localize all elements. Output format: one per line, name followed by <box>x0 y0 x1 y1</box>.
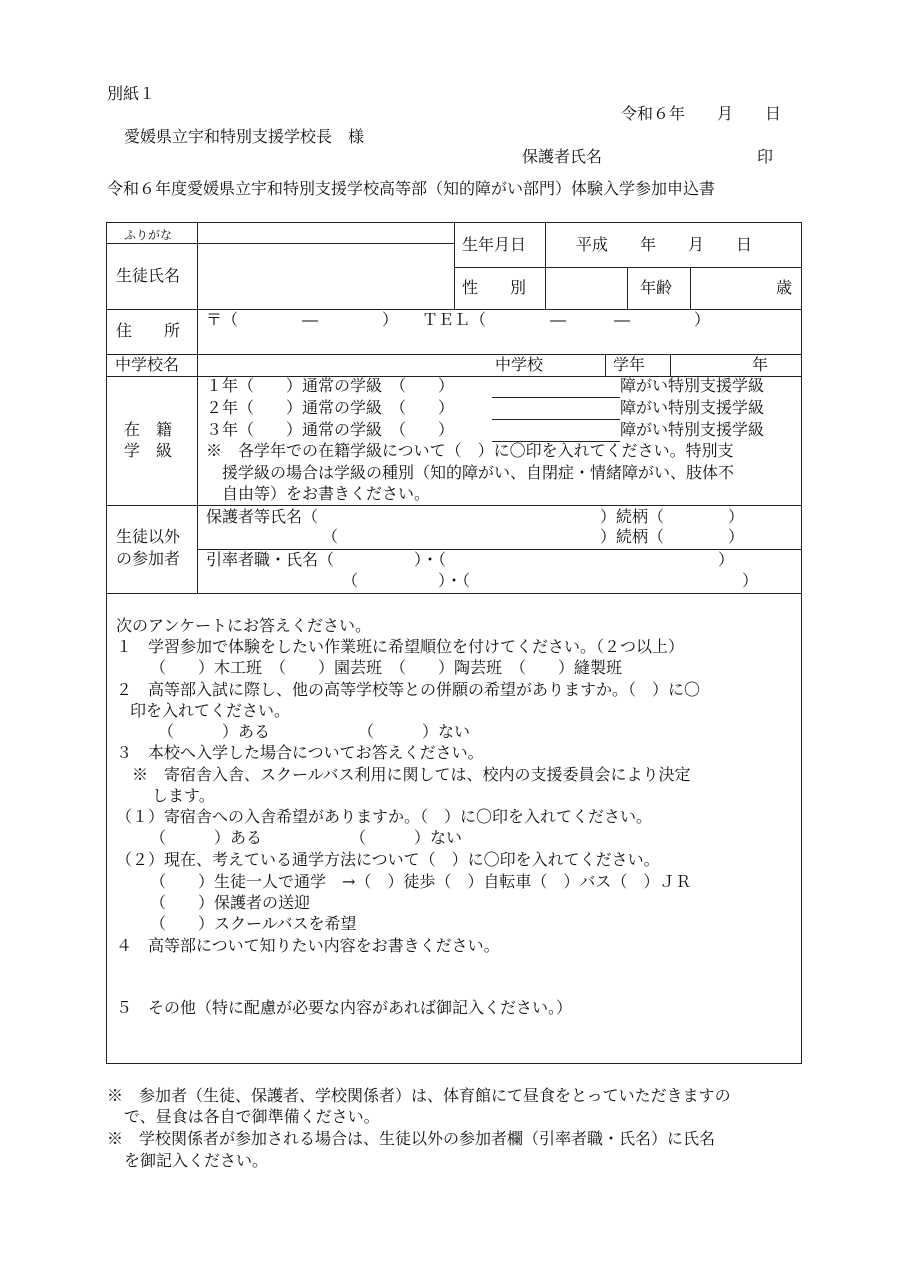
enroll-note-line: 自由等）をお書きください。 <box>222 484 431 503</box>
enroll-label-1: 在 籍 <box>124 420 173 439</box>
jhs-label: 中学校名 <box>115 355 180 374</box>
age-label: 年齢 <box>640 278 673 297</box>
survey-intro: 次のアンケートにお答えください。 <box>116 616 372 635</box>
attachment-label: 別紙１ <box>107 84 156 103</box>
survey-q2-options: （ ）ある （ ）ない <box>158 722 471 741</box>
teacher-row-1: 引率者職・氏名（ ）・（ ） <box>206 550 735 569</box>
enroll-note-line: ※ 各学年での在籍学級について（ ）に〇印を入れてください。特別支 <box>206 441 734 460</box>
survey-q1-options: （ ）木工班 （ ）園芸班 （ ）陶芸班 （ ）縫製班 <box>150 658 623 677</box>
addressee: 愛媛県立宇和特別支援学校長 様 <box>124 127 365 146</box>
document-title: 令和６年度愛媛県立宇和特別支援学校高等部（知的障がい部門）体験入学参加申込書 <box>107 179 716 198</box>
sex-label: 性 別 <box>462 278 527 297</box>
address-field: 〒（ ― ） ＴＥＬ（ ― ― ） <box>206 310 711 329</box>
guardian-relation-1: ）続柄（ ） <box>600 507 745 526</box>
enroll-note-line: 援学級の場合は学級の種別（知的障がい、自閉症・情緒障がい、肢体不 <box>222 463 735 482</box>
jhs-suffix: 中学校 <box>495 355 544 374</box>
student-name-label: 生徒氏名 <box>116 266 181 285</box>
footnote-line: を御記入ください。 <box>124 1151 269 1170</box>
furigana-label: ふりがな <box>124 228 173 242</box>
grade-2-row: ２年（ ）通常の学級 （ ） <box>206 398 455 417</box>
grade-label: 学年 <box>613 355 646 374</box>
survey-q3-note: ※ 寄宿舎入舎、スクールバス利用に関しては、校内の支援委員会により決定 <box>132 765 691 784</box>
survey-q3: ３ 本校へ入学した場合についてお答えください。 <box>116 743 484 762</box>
grade-3-row: ３年（ ）通常の学級 （ ） <box>206 420 455 439</box>
guardian-name-label: 保護者氏名 <box>522 147 603 166</box>
survey-q3-2-option: （ ）生徒一人で通学 →（ ）徒歩（ ）自転車（ ）バス（ ）ＪＲ <box>150 872 692 891</box>
others-label-2: の参加者 <box>116 549 181 568</box>
survey-q3-note-cont: します。 <box>152 786 215 805</box>
age-unit: 歳 <box>776 278 793 297</box>
grade-1-special: 障がい特別支援学級 <box>620 376 765 395</box>
grade-3-special: 障がい特別支援学級 <box>620 420 765 439</box>
survey-q1: １ 学習参加で体験をしたい作業班に希望順位を付けてください。（２つ以上） <box>116 637 685 656</box>
survey-q3-2: （２）現在、考えている通学方法について（ ）に〇印を入れてください。 <box>116 850 660 869</box>
address-label: 住 所 <box>116 321 181 340</box>
survey-q2: ２ 高等部入試に際し、他の高等学校等との併願の希望がありますか。（ ）に〇 <box>116 680 701 699</box>
survey-q3-1: （１）寄宿舎への入舎希望がありますか。（ ）に〇印を入れてください。 <box>116 807 653 826</box>
survey-q2-cont: 印を入れてください。 <box>130 701 291 720</box>
date-line: 令和６年 月 日 <box>621 104 782 123</box>
others-label-1: 生徒以外 <box>116 527 181 546</box>
survey-q3-1-options: （ ）ある （ ）ない <box>150 828 463 847</box>
survey-q5: ５ その他（特に配慮が必要な内容があれば御記入ください。） <box>116 998 573 1017</box>
birthdate-label: 生年月日 <box>462 235 527 254</box>
footnote-line: で、昼食は各自で御準備ください。 <box>124 1107 380 1126</box>
survey-q3-2-option: （ ）スクールバスを希望 <box>150 914 357 933</box>
grade-2-special: 障がい特別支援学級 <box>620 398 765 417</box>
footnote-line: ※ 参加者（生徒、保護者、学校関係者）は、体育館にて昼食をとっていただきますの <box>107 1086 731 1105</box>
survey-q3-2-option: （ ）保護者の送迎 <box>150 893 311 912</box>
guardian-relation-2: ）続柄（ ） <box>600 527 745 546</box>
grade-unit: 年 <box>752 355 769 374</box>
survey-q4: ４ 高等部について知りたい内容をお書きください。 <box>116 936 500 955</box>
teacher-row-2: （ ）・（ ） <box>342 571 759 590</box>
birthdate-value: 平成 年 月 日 <box>576 235 753 254</box>
guardian-row-2: （ <box>322 527 339 546</box>
seal-mark: 印 <box>757 147 774 166</box>
guardian-row-1: 保護者等氏名（ <box>206 507 319 526</box>
enroll-label-2: 学 級 <box>124 441 173 460</box>
footnote-line: ※ 学校関係者が参加される場合は、生徒以外の参加者欄（引率者職・氏名）に氏名 <box>107 1129 716 1148</box>
grade-1-row: １年（ ）通常の学級 （ ） <box>206 376 455 395</box>
